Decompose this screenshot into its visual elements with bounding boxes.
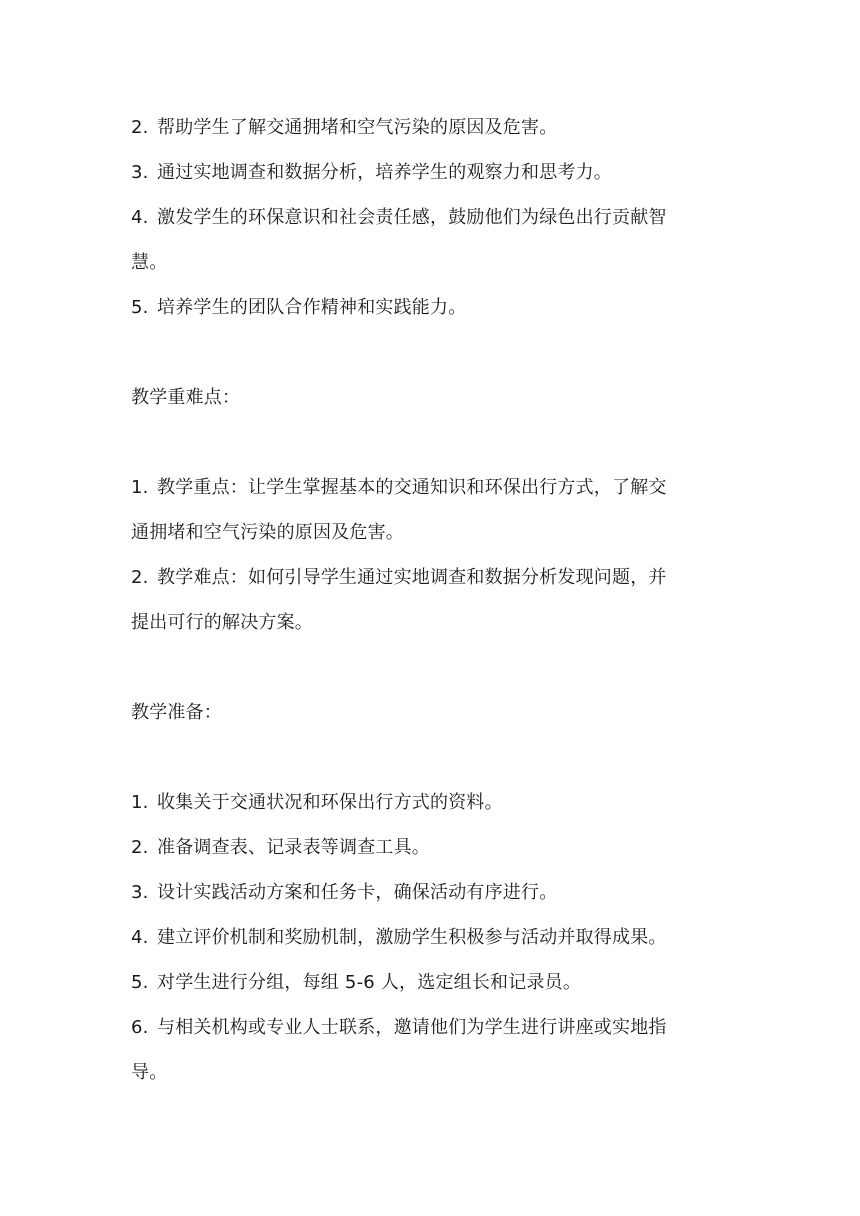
list-number: 4. (131, 207, 149, 228)
list-item-continuation: 提出可行的解决方案。 (131, 612, 313, 633)
list-number: 3. (131, 162, 149, 183)
list-item (131, 1016, 667, 1040)
list-number: 3. (131, 882, 149, 903)
list-item (131, 791, 503, 815)
list-item-continuation: 通拥堵和空气污染的原因及危害。 (131, 522, 404, 543)
list-text: 与相关机构或专业人士联系，邀请他们为学生进行讲座或实地指 (157, 1017, 667, 1038)
list-number: 2. (131, 567, 149, 588)
list-item (131, 476, 667, 500)
list-item (131, 161, 612, 185)
list-text: 培养学生的团队合作精神和实践能力。 (157, 297, 467, 318)
list-item (131, 971, 581, 995)
list-item (131, 206, 667, 230)
list-text: 收集关于交通状况和环保出行方式的资料。 (157, 792, 503, 813)
list-text: 通过实地调查和数据分析，培养学生的观察力和思考力。 (157, 162, 612, 183)
list-number: 5. (131, 972, 149, 993)
list-item (131, 566, 667, 590)
section-heading: 教学准备： (131, 702, 222, 723)
list-text: 教学重点：让学生掌握基本的交通知识和环保出行方式，了解交 (157, 477, 667, 498)
list-text: 建立评价机制和奖励机制，激励学生积极参与活动并取得成果。 (157, 927, 667, 948)
list-number: 1. (131, 477, 149, 498)
section-heading: 教学重难点： (131, 387, 241, 408)
list-number: 6. (131, 1017, 149, 1038)
list-number: 1. (131, 792, 149, 813)
list-text: 准备调查表、记录表等调查工具。 (157, 837, 430, 858)
list-item-continuation: 导。 (131, 1062, 168, 1083)
list-item-continuation: 慧。 (131, 252, 168, 273)
list-text: 激发学生的环保意识和社会责任感，鼓励他们为绿色出行贡献智 (157, 207, 667, 228)
list-number: 2. (131, 117, 149, 138)
list-item (131, 881, 557, 905)
list-number: 4. (131, 927, 149, 948)
list-number: 2. (131, 837, 149, 858)
list-item (131, 926, 667, 950)
list-text: 设计实践活动方案和任务卡，确保活动有序进行。 (157, 882, 558, 903)
list-number: 5. (131, 297, 149, 318)
list-text: 教学难点：如何引导学生通过实地调查和数据分析发现问题，并 (157, 567, 667, 588)
list-text: 帮助学生了解交通拥堵和空气污染的原因及危害。 (157, 117, 558, 138)
list-item (131, 116, 557, 140)
list-item (131, 296, 466, 320)
list-text: 对学生进行分组，每组 5-6 人，选定组长和记录员。 (157, 972, 582, 993)
list-item (131, 836, 430, 860)
